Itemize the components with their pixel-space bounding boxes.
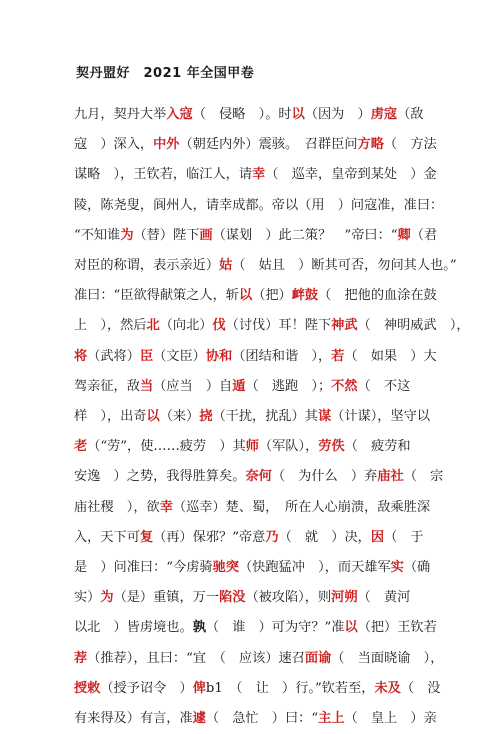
text-segment: （ 侵略 ）。时 <box>192 107 292 122</box>
keyword: 庙社 <box>377 469 404 485</box>
text-segment: （ 姑且 ）断其可否，勿问其人也。” <box>232 258 457 274</box>
text-segment: （向北） <box>159 318 213 334</box>
text-segment: （文臣） <box>153 348 206 364</box>
text-segment: （ 逃跑 ）； <box>245 378 332 394</box>
passage-line <box>74 372 434 402</box>
text-segment: （被攻陷），则 <box>245 590 332 606</box>
text-segment: （ 就 ）决， <box>278 529 371 545</box>
keyword: 以 <box>344 620 358 636</box>
text-segment: （“劳”，使……疲劳 ）其 <box>87 439 246 455</box>
text-segment: （ 方法 <box>383 137 437 153</box>
text-segment: （确 <box>403 560 431 576</box>
text-segment: 九月，契丹大举 <box>74 107 167 122</box>
text-segment: 对臣的称谓，表示亲近） <box>74 258 220 274</box>
keyword: 方略 <box>357 137 384 153</box>
keyword: 虏寇 <box>370 107 398 122</box>
passage-line <box>74 311 470 341</box>
keyword: 乃 <box>265 529 279 545</box>
keyword: 师 <box>245 439 259 455</box>
text-segment: （干扰，扰乱）其 <box>212 409 318 425</box>
text-segment: （推荐），且曰：“宜 （ 应该）速召 <box>87 650 305 666</box>
text-segment: （ 疲劳和 <box>344 439 411 455</box>
text-segment: （ 如果 ）大 <box>344 348 437 364</box>
text-segment: b1 （ 让 ）行。”钦若至， <box>205 680 375 696</box>
passage-line <box>74 130 437 160</box>
passage-line <box>74 553 434 583</box>
passage-line <box>74 674 441 704</box>
text-segment: （计谋），坚守以 <box>331 409 431 425</box>
text-segment: （ 神明威武 ）， <box>357 318 470 334</box>
text-segment: （因为 ） <box>304 107 371 122</box>
keyword: 驰突 <box>212 560 239 576</box>
text-segment: （ 当面晓谕 ）， <box>331 650 444 666</box>
text-segment: 寇 ）深入， <box>74 137 154 153</box>
keyword: 幸 <box>159 499 173 515</box>
passage-line <box>74 523 434 553</box>
passage-line <box>74 644 444 674</box>
text-segment: 谋略 ），王钦若，临江人，请 <box>74 167 253 183</box>
keyword: 神武 <box>331 318 358 334</box>
text-segment: （快跑猛冲 ），而天雄军 <box>239 560 391 576</box>
text-segment: （把）王钦若 <box>357 620 437 636</box>
text-segment: （敌 <box>397 107 424 122</box>
text-segment: （授予诏令 ） <box>100 680 193 696</box>
keyword: 挠 <box>199 409 213 425</box>
keyword: 陷没 <box>219 590 246 606</box>
text-segment: （巡幸）楚、蜀， 所在人心崩溃，敌乘胜深 <box>172 499 431 515</box>
keyword: 河朔 <box>331 590 358 606</box>
keyword: 面谕 <box>304 650 332 666</box>
keyword: 将 <box>74 348 88 364</box>
keyword: 谋 <box>317 409 332 425</box>
keyword: 协和 <box>205 348 233 364</box>
keyword: 若 <box>331 348 345 364</box>
text-segment: 有来得及）有言，准 <box>74 711 193 727</box>
text-segment: （ 巡幸，皇帝到某处 ）金 <box>265 167 437 183</box>
keyword: 授敕 <box>74 680 101 696</box>
keyword: 衅鼓 <box>291 288 319 304</box>
text-segment: 驾亲征，敌 <box>74 378 140 394</box>
passage-line <box>74 281 437 311</box>
passage-line <box>74 613 437 643</box>
passage-line <box>74 432 434 462</box>
text-segment: 安逸 ）之势，我得胜算矣。 <box>74 469 246 485</box>
text-segment: （ 不这 <box>357 378 411 394</box>
text-segment: （把） <box>252 288 292 304</box>
keyword: 以 <box>291 107 305 122</box>
keyword: 以 <box>146 409 160 425</box>
passage-line <box>74 704 437 734</box>
keyword: 为 <box>120 227 134 243</box>
text-segment: （再）保邪？”帝意 <box>153 529 266 545</box>
keyword: 奈何 <box>245 469 272 485</box>
text-segment: （武将） <box>87 348 140 364</box>
text-segment: （是）重镇，万一 <box>113 590 220 606</box>
keyword: 北 <box>146 318 160 334</box>
keyword: 伐 <box>212 318 226 334</box>
text-segment: （ 皇上 ）亲 <box>344 711 437 727</box>
passage-line <box>74 402 434 432</box>
keyword: 复 <box>139 529 154 545</box>
page-title: 契丹盟好 2021 年全国甲卷 <box>76 66 255 81</box>
annotated-passage <box>74 100 470 734</box>
passage-line <box>74 342 437 372</box>
text-segment: “不知谁 <box>74 227 121 243</box>
text-segment: （ 急忙 ）曰：“ <box>205 711 319 727</box>
text-segment: （君 <box>410 227 438 243</box>
passage-line <box>74 160 437 190</box>
passage-line <box>74 251 457 281</box>
text-segment: （ 把他的血涂在鼓 <box>318 288 437 304</box>
text-segment: 样 ），出奇 <box>74 409 147 425</box>
keyword: 当 <box>139 378 154 394</box>
keyword: 主上 <box>318 711 345 727</box>
keyword: 未及 <box>374 680 401 696</box>
keyword: 老 <box>74 439 88 455</box>
keyword: 遁 <box>232 378 246 394</box>
text-segment: 入，天下可 <box>74 529 140 545</box>
keyword: 臣 <box>139 348 154 364</box>
keyword: 不然 <box>331 378 358 394</box>
text-segment: 庙社稷 ），欲 <box>74 499 160 515</box>
text-segment: 准曰：“臣欲得献策之人，斩 <box>74 288 239 304</box>
text-segment: 上 ），然后 <box>74 318 147 334</box>
text-segment: （ 于 <box>384 529 424 545</box>
passage-line <box>74 583 434 613</box>
text-segment: 以北 ）皆虏境也。 <box>74 620 193 636</box>
text-segment: （谋划 ）此二策？ ”帝曰：“ <box>212 227 398 243</box>
keyword: 幸 <box>252 167 266 183</box>
keyword: 卿 <box>397 227 411 243</box>
keyword: 遽 <box>192 711 206 727</box>
keyword: 姑 <box>219 258 233 274</box>
text-segment: （替）陛下 <box>133 227 200 243</box>
text-segment: （来） <box>159 409 200 425</box>
text-segment: （ 谁 ）可为守？”准 <box>205 620 345 636</box>
text-segment: （讨伐）耳！陛下 <box>225 318 332 334</box>
text-segment: （应当 ）自 <box>153 378 233 394</box>
text-segment: 是 ）问准曰：“今虏骑 <box>74 560 213 576</box>
keyword: 因 <box>370 529 385 545</box>
text-segment: （团结和谐 ）， <box>232 348 332 364</box>
keyword: 俾 <box>192 680 206 696</box>
text-segment: （ 宗 <box>403 469 444 485</box>
passage-line <box>74 100 434 130</box>
keyword: 以 <box>239 288 253 304</box>
text-segment: （ 没 <box>400 680 441 696</box>
passage-line <box>74 462 444 492</box>
keyword: 实 <box>390 560 404 576</box>
text-segment: （ 为什么 ）弃 <box>271 469 378 485</box>
keyword: 荐 <box>74 650 88 666</box>
passage-line <box>74 493 434 523</box>
keyword: 劳佚 <box>318 439 345 455</box>
keyword: 入寇 <box>166 107 193 122</box>
passage-line <box>74 191 444 221</box>
text-segment: （朝廷内外）震骇。 召群臣问 <box>179 137 358 153</box>
keyword: 中外 <box>153 137 180 153</box>
text-segment: （ 黄河 <box>357 590 411 606</box>
bold-word: 孰 <box>192 620 206 636</box>
text-segment: 实） <box>74 590 101 606</box>
keyword: 为 <box>100 590 114 606</box>
text-segment: 陵，陈尧叟，阆州人，请幸成都。帝以（用 ）问寇准，准曰： <box>74 197 444 213</box>
passage-line <box>74 221 438 251</box>
text-segment: （军队）， <box>258 439 319 455</box>
keyword: 画 <box>199 227 213 243</box>
